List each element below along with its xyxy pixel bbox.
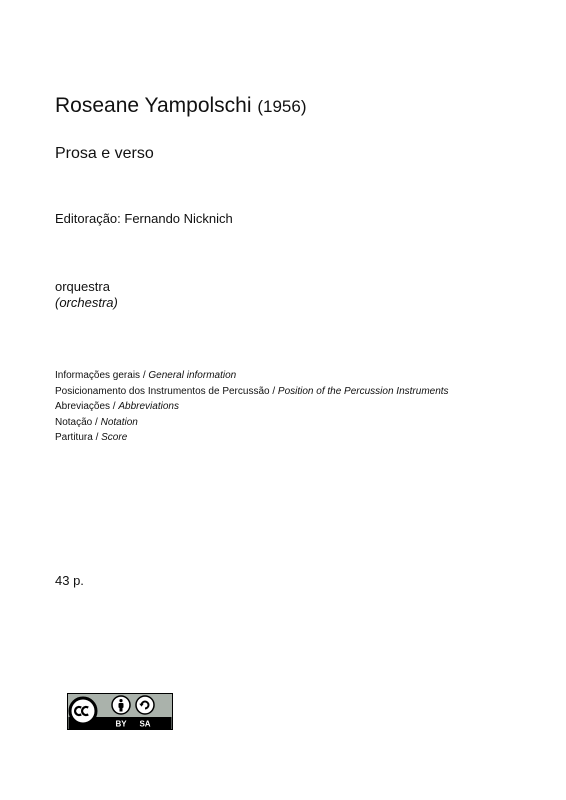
cc-icon: [70, 698, 96, 724]
sa-icon: [136, 696, 154, 714]
contents-item-pt: Abreviações: [55, 401, 111, 412]
contents-item: [55, 430, 449, 446]
contents-separator: /: [92, 416, 101, 428]
instrumentation: [55, 279, 118, 311]
composer-heading: [55, 94, 307, 118]
editor-credit: Editoração: Fernando Nicknich: [55, 211, 233, 226]
work-title: Prosa e verso: [55, 145, 154, 162]
contents-item: [55, 415, 449, 431]
composer-name: Roseane Yampolschi: [55, 94, 252, 117]
contents-list: [55, 368, 449, 446]
license-sa-label: SA: [139, 719, 151, 729]
contents-separator: /: [269, 385, 278, 397]
contents-item-pt: Notação: [55, 416, 93, 428]
contents-item-en: Position of the Percussion Instruments: [277, 385, 449, 397]
contents-separator: /: [140, 370, 149, 381]
contents-separator: /: [92, 432, 102, 443]
license-by-label: BY: [115, 719, 127, 729]
by-icon: [112, 696, 130, 714]
contents-separator: /: [110, 401, 119, 412]
contents-item-en: Abbreviations: [118, 401, 179, 412]
contents-item-pt: Partitura: [55, 432, 93, 443]
contents-item-pt: Informações gerais: [55, 370, 141, 381]
contents-item: [55, 368, 449, 384]
contents-item-en: General information: [148, 370, 237, 381]
cc-by-sa-license-badge: [67, 693, 173, 730]
contents-item-en: Score: [101, 432, 128, 443]
contents-item-en: Notation: [100, 416, 138, 428]
page-count: 43 p.: [55, 573, 84, 588]
contents-item-pt: Posicionamento dos Instrumentos de Percussão: [55, 385, 270, 397]
contents-item: [55, 384, 449, 400]
instrumentation-en: (orchestra): [55, 295, 118, 310]
instrumentation-pt: orquestra: [55, 279, 110, 294]
composer-years: (1956): [257, 97, 307, 116]
contents-item: [55, 399, 449, 415]
